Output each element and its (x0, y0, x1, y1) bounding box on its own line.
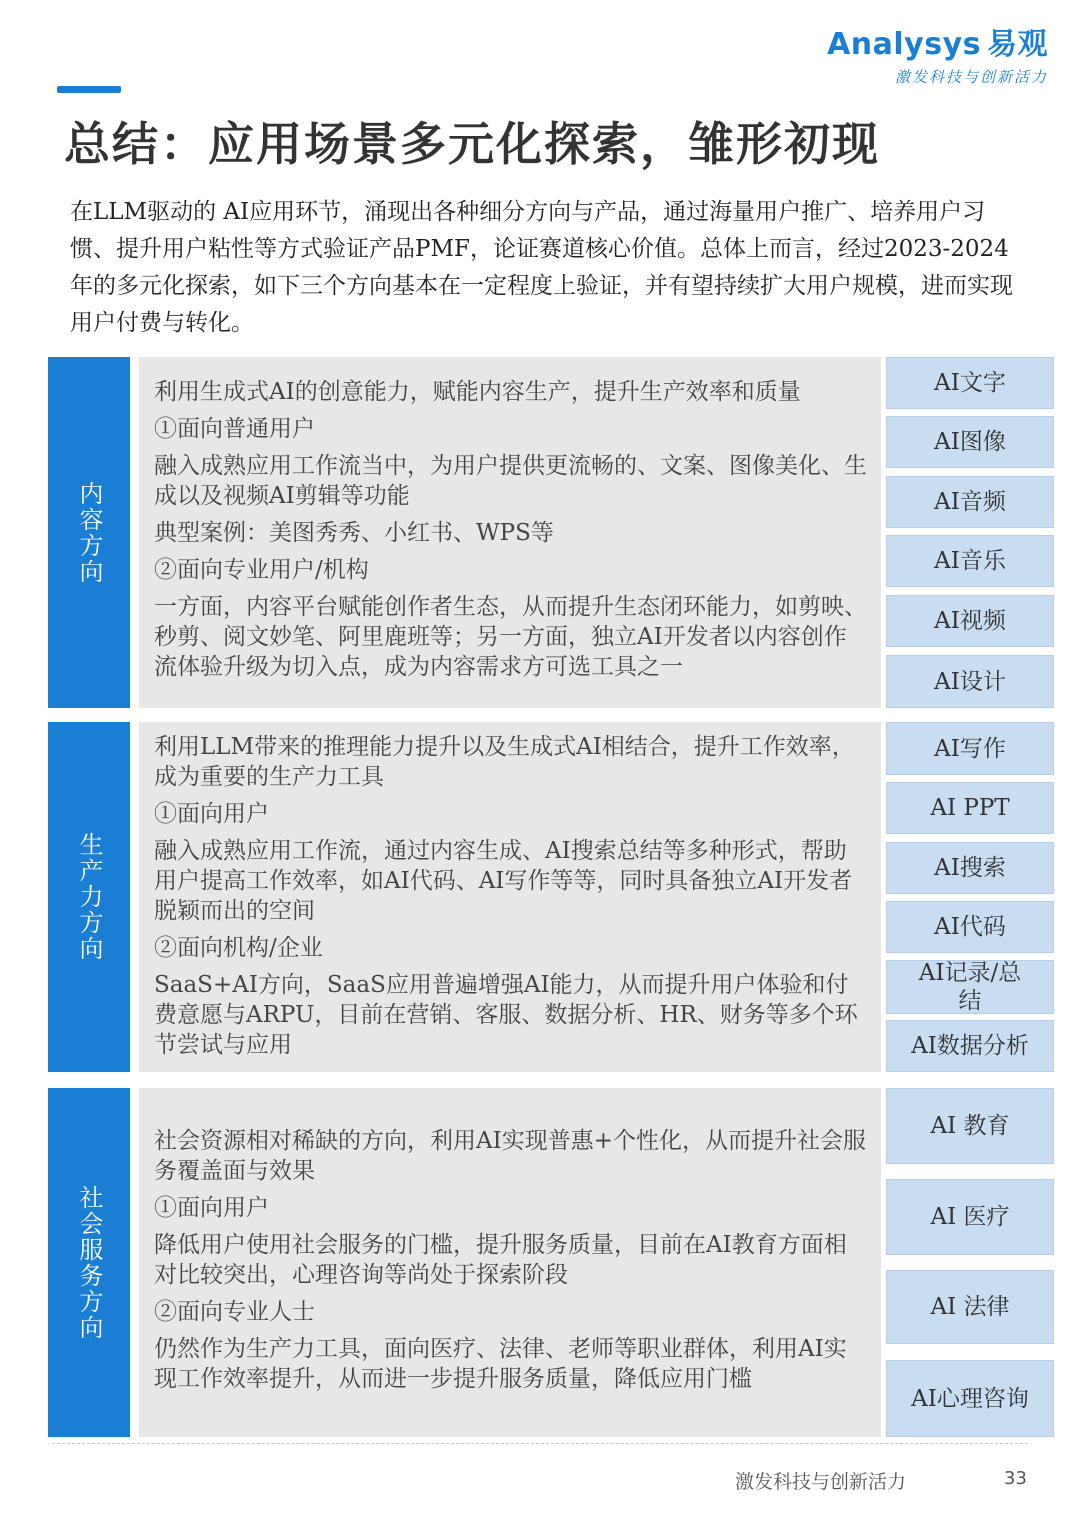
footer-slogan: 激发科技与创新活力 (735, 1471, 907, 1493)
audience-description: SaaS+AI方向，SaaS应用普遍增强AI能力，从而提升用户体验和付费意愿与ARPU，目前在营销、客服、数据分析、HR、财务等多个环节尝试与应用 (154, 972, 858, 1058)
logo-cn-text: 易观 (987, 27, 1048, 62)
tag-column (886, 722, 1056, 1072)
audience-description: 降低用户使用社会服务的门槛，提升服务质量，目前在AI教育方面相对比较突出，心理咨询等尚处于探索阶段 (154, 1232, 847, 1288)
tag-column (886, 1088, 1056, 1437)
tag-ai-design: AI设计 (886, 655, 1054, 708)
section-productivity (48, 722, 1056, 1072)
tag-ai-data-analysis: AI数据分析 (886, 1020, 1054, 1072)
page-title: 总结：应用场景多元化探索，雏形初现 (64, 117, 880, 171)
tag-ai-search: AI搜索 (886, 842, 1054, 894)
logo-main-text: Analysys (827, 27, 981, 62)
tag-ai-psychology: AI心理咨询 (886, 1360, 1054, 1437)
section-label: 社会服务方向 (75, 1184, 103, 1341)
section-label: 内容方向 (75, 480, 103, 585)
case-examples: 典型案例：美图秀秀、小红书、WPS等 (154, 520, 554, 546)
section-content (48, 357, 1056, 708)
section-label-box (48, 722, 130, 1072)
section-summary: 社会资源相对稀缺的方向，利用AI实现普惠+个性化，从而提升社会服务覆盖面与效果 (154, 1128, 866, 1184)
audience-description: 融入成熟应用工作流当中，为用户提供更流畅的、文案、图像美化、生成以及视频AI剪辑等功能 (154, 453, 867, 509)
tag-ai-education: AI 教育 (886, 1088, 1054, 1164)
section-label-box (48, 1088, 130, 1437)
section-summary: 利用生成式AI的创意能力，赋能内容生产，提升生产效率和质量 (154, 379, 801, 405)
audience-heading: ①面向普通用户 (154, 416, 315, 442)
section-label: 生产力方向 (75, 832, 103, 962)
tag-ai-ppt: AI PPT (886, 782, 1054, 834)
audience-description: 仍然作为生产力工具，面向医疗、法律、老师等职业群体，利用AI实现工作效率提升，从而进一步提升服务质量，降低应用门槛 (154, 1336, 847, 1392)
audience-heading: ②面向专业用户/机构 (154, 557, 369, 583)
audience-heading: ①面向用户 (154, 801, 269, 827)
section-description (139, 357, 881, 708)
section-summary: 利用LLM带来的推理能力提升以及生成式AI相结合，提升工作效率，成为重要的生产力工具 (154, 734, 855, 790)
tag-column (886, 357, 1056, 708)
footer-divider (52, 1443, 1028, 1444)
tag-ai-notes: AI记录/总结 (886, 960, 1054, 1014)
tag-ai-medical: AI 医疗 (886, 1179, 1054, 1255)
tag-ai-music: AI音乐 (886, 535, 1054, 587)
section-description (139, 722, 881, 1072)
section-social-services (48, 1088, 1056, 1437)
audience-heading: ①面向用户 (154, 1195, 269, 1221)
analysys-logo (827, 26, 1048, 87)
title-accent-bar (57, 86, 121, 93)
audience-heading: ②面向专业人士 (154, 1299, 315, 1325)
logo-tagline: 激发科技与创新活力 (894, 68, 1048, 86)
tag-ai-audio: AI音频 (886, 476, 1054, 528)
audience-description: 一方面，内容平台赋能创作者生态，从而提升生态闭环能力，如剪映、秒剪、阅文妙笔、阿里鹿班等；另一方面，独立AI开发者以内容创作流体验升级为切入点，成为内容需求方可选工具之一 (154, 594, 867, 680)
audience-heading: ②面向机构/企业 (154, 935, 323, 961)
intro-paragraph: 在LLM驱动的 AI应用环节，涌现出各种细分方向与产品，通过海量用户推广、培养用户习惯、提升用户粘性等方式验证产品PMF，论证赛道核心价值。总体上而言，经过2023-2024年的多元化探索，如下三个方向基本在一定程度上验证，并有望持续扩大用户规模，进而实现用户付费与转化。 (70, 199, 1013, 336)
section-description (139, 1088, 881, 1437)
tag-ai-video: AI视频 (886, 595, 1054, 647)
section-label-box (48, 357, 130, 708)
page-number: 33 (1004, 1468, 1027, 1489)
tag-ai-text: AI文字 (886, 357, 1054, 409)
tag-ai-writing: AI写作 (886, 722, 1054, 775)
audience-description: 融入成熟应用工作流，通过内容生成、AI搜索总结等多种形式，帮助用户提高工作效率，如AI代码、AI写作等等，同时具备独立AI开发者脱颖而出的空间 (154, 838, 853, 924)
tag-ai-legal: AI 法律 (886, 1270, 1054, 1344)
logo-wordmark (827, 26, 1048, 64)
tag-ai-code: AI代码 (886, 901, 1054, 953)
tag-ai-image: AI图像 (886, 416, 1054, 468)
